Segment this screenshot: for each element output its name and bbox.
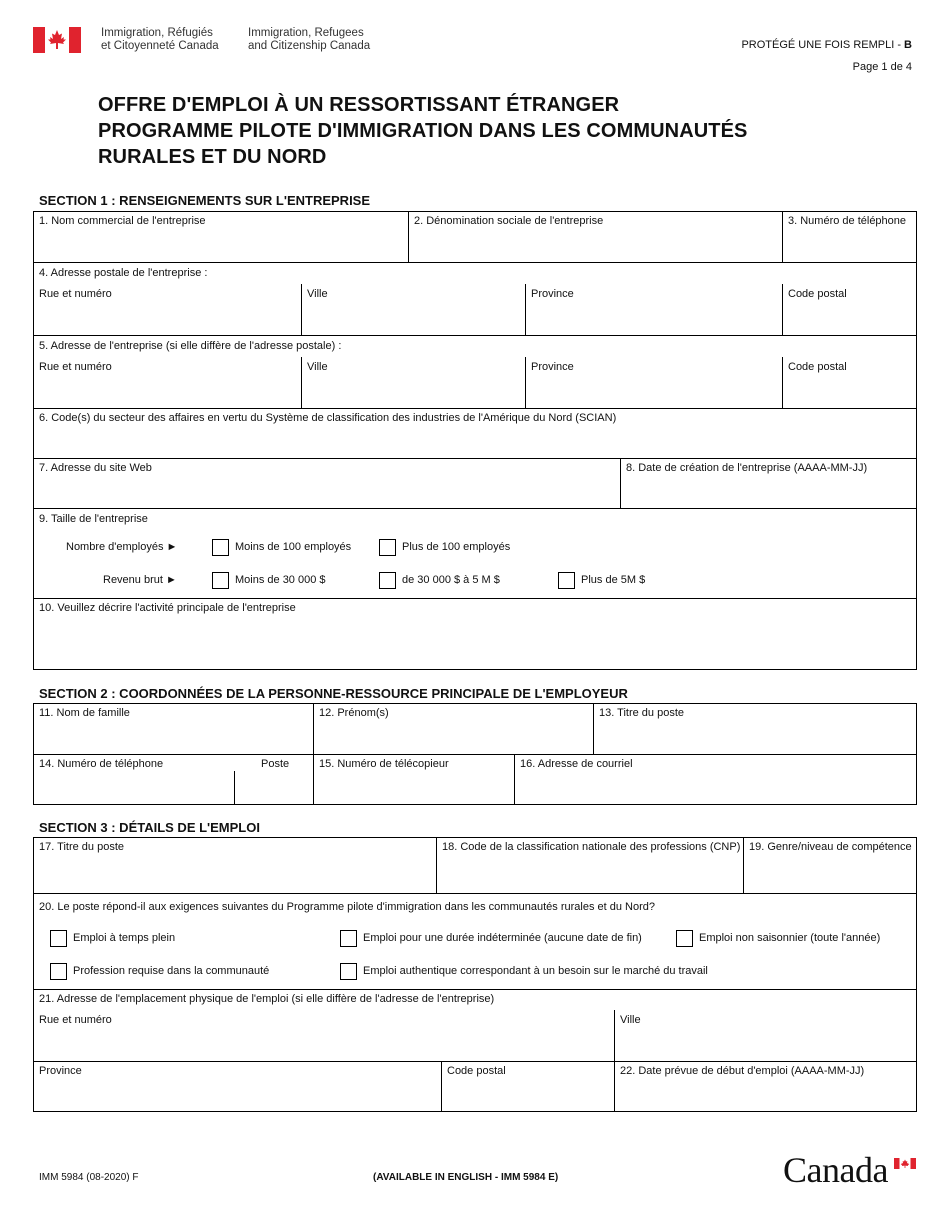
genuine-job-label: Emploi authentique correspondant à un besoin sur le marché du travail	[363, 965, 708, 977]
start-date-field[interactable]	[614, 1061, 917, 1112]
email-label: 16. Adresse de courriel	[520, 758, 633, 770]
job-postal-label: Code postal	[447, 1065, 506, 1077]
job-postal-field[interactable]	[441, 1061, 614, 1112]
business-street-label: Rue et numéro	[39, 361, 112, 373]
genuine-job-checkbox[interactable]	[340, 963, 357, 980]
mailing-postal-field[interactable]	[782, 284, 917, 335]
job-title-label: 17. Titre du poste	[39, 841, 124, 853]
legal-name-field[interactable]	[408, 211, 782, 262]
job-title-field[interactable]	[33, 837, 436, 893]
indeterminate-checkbox[interactable]	[340, 930, 357, 947]
page-number: Page 1 de 4	[852, 61, 912, 73]
page-title	[98, 92, 747, 170]
form-id: IMM 5984 (08-2020) F	[39, 1172, 139, 1183]
noc-code-label: 18. Code de la classification nationale des professions (CNP)	[442, 841, 741, 853]
legal-name-label: 2. Dénomination sociale de l'entreprise	[414, 215, 604, 227]
revenue-30k-5m-checkbox[interactable]	[379, 572, 396, 589]
protected-label: PROTÉGÉ UNE FOIS REMPLI - B	[741, 39, 912, 51]
creation-date-label: 8. Date de création de l'entreprise (AAAA-MM-JJ)	[626, 462, 868, 474]
job-street-label: Rue et numéro	[39, 1014, 112, 1026]
business-name-label: 1. Nom commercial de l'entreprise	[39, 215, 206, 227]
phone-extension-field[interactable]	[234, 754, 313, 805]
dept-name-fr-line1: Immigration, Réfugiés	[101, 27, 213, 39]
contact-job-title-label: 13. Titre du poste	[599, 707, 684, 719]
main-activity-field[interactable]	[33, 598, 917, 670]
mailing-street-field[interactable]	[33, 284, 301, 335]
employees-over-100-label: Plus de 100 employés	[402, 541, 511, 553]
title-line-3: RURALES ET DU NORD	[98, 146, 327, 168]
fax-label: 15. Numéro de télécopieur	[319, 758, 449, 770]
job-province-field[interactable]	[33, 1061, 441, 1112]
full-time-checkbox[interactable]	[50, 930, 67, 947]
naics-code-label: 6. Code(s) du secteur des affaires en vertu du Système de classification des industries de l'Amérique du Nord (SCIAN)	[39, 412, 617, 424]
section-2-title: SECTION 2 : COORDONNÉES DE LA PERSONNE-RESSOURCE PRINCIPALE DE L'EMPLOYEUR	[39, 686, 628, 701]
business-postal-field[interactable]	[782, 357, 917, 408]
non-seasonal-checkbox[interactable]	[676, 930, 693, 947]
phone-extension-label: Poste	[261, 758, 290, 770]
contact-phone-label: 14. Numéro de téléphone	[39, 758, 164, 770]
start-date-label: 22. Date prévue de début d'emploi (AAAA-MM-JJ)	[620, 1065, 865, 1077]
title-line-1: OFFRE D'EMPLOI À UN RESSORTISSANT ÉTRANGER	[98, 94, 620, 116]
business-size-label: 9. Taille de l'entreprise	[39, 513, 148, 525]
mailing-postal-label: Code postal	[788, 288, 847, 300]
noc-code-field[interactable]	[436, 837, 743, 893]
dept-name-fr-line2: et Citoyenneté Canada	[101, 40, 219, 52]
dept-name-en-line2: and Citizenship Canada	[248, 40, 371, 52]
available-in-english: (AVAILABLE IN ENGLISH - IMM 5984 E)	[373, 1172, 559, 1183]
employees-under-100-label: Moins de 100 employés	[235, 541, 352, 553]
first-name-label: 12. Prénom(s)	[319, 707, 389, 719]
mailing-province-label: Province	[531, 288, 574, 300]
business-city-field[interactable]	[301, 357, 525, 408]
job-city-field[interactable]	[614, 1010, 917, 1061]
phone-field[interactable]	[782, 211, 917, 262]
mailing-city-label: Ville	[307, 288, 328, 300]
business-city-label: Ville	[307, 361, 328, 373]
full-time-label: Emploi à temps plein	[73, 932, 176, 944]
business-province-label: Province	[531, 361, 574, 373]
last-name-field[interactable]	[33, 703, 313, 754]
canada-flag-icon	[33, 27, 81, 53]
job-street-field[interactable]	[33, 1010, 614, 1061]
revenue-over-5m-checkbox[interactable]	[558, 572, 575, 589]
website-label: 7. Adresse du site Web	[39, 462, 152, 474]
requirements-question: 20. Le poste répond-il aux exigences suivantes du Programme pilote d'immigration dans les communautés rurales et du Nord?	[39, 901, 655, 913]
business-province-field[interactable]	[525, 357, 782, 408]
naics-code-field[interactable]	[33, 408, 917, 458]
last-name-label: 11. Nom de famille	[39, 707, 130, 719]
section-3-title: SECTION 3 : DÉTAILS DE L'EMPLOI	[39, 820, 260, 835]
employees-over-100-checkbox[interactable]	[379, 539, 396, 556]
revenue-over-5m-label: Plus de 5M $	[581, 574, 646, 586]
protected-level: B	[904, 39, 912, 51]
employees-under-100-checkbox[interactable]	[212, 539, 229, 556]
non-seasonal-label: Emploi non saisonnier (toute l'année)	[699, 932, 881, 944]
job-province-label: Province	[39, 1065, 82, 1077]
business-street-field[interactable]	[33, 357, 301, 408]
revenue-30k-5m-label: de 30 000 $ à 5 M $	[402, 574, 500, 586]
business-postal-label: Code postal	[788, 361, 847, 373]
canada-wordmark: Canada	[783, 1150, 888, 1190]
creation-date-field[interactable]	[620, 458, 917, 508]
business-name-field[interactable]	[33, 211, 408, 262]
section-1-title: SECTION 1 : RENSEIGNEMENTS SUR L'ENTREPRISE	[39, 193, 371, 208]
title-line-2: PROGRAMME PILOTE D'IMMIGRATION DANS LES COMMUNAUTÉS	[98, 120, 748, 142]
mailing-address-label: 4. Adresse postale de l'entreprise :	[39, 267, 208, 279]
phone-label: 3. Numéro de téléphone	[788, 215, 907, 227]
fax-field[interactable]	[313, 754, 514, 805]
contact-phone-field[interactable]	[33, 754, 234, 805]
employees-label: Nombre d'employés ►	[66, 541, 178, 553]
revenue-label: Revenu brut ►	[103, 574, 177, 586]
indeterminate-label: Emploi pour une durée indéterminée (aucune date de fin)	[363, 932, 642, 944]
revenue-under-30k-checkbox[interactable]	[212, 572, 229, 589]
wordmark-flag-icon	[894, 1158, 916, 1169]
skill-level-label: 19. Genre/niveau de compétence	[749, 841, 912, 853]
email-field[interactable]	[514, 754, 917, 805]
job-location-label: 21. Adresse de l'emplacement physique de l'emploi (si elle diffère de l'adresse de l'entreprise)	[39, 993, 495, 1005]
website-field[interactable]	[33, 458, 620, 508]
dept-name-en-line1: Immigration, Refugees	[248, 27, 364, 39]
mailing-city-field[interactable]	[301, 284, 525, 335]
skill-level-field[interactable]	[743, 837, 917, 893]
contact-job-title-field[interactable]	[593, 703, 917, 754]
job-city-label: Ville	[620, 1014, 641, 1026]
community-occupation-checkbox[interactable]	[50, 963, 67, 980]
mailing-province-field[interactable]	[525, 284, 782, 335]
revenue-under-30k-label: Moins de 30 000 $	[235, 574, 326, 586]
main-activity-label: 10. Veuillez décrire l'activité principale de l'entreprise	[39, 602, 296, 614]
mailing-street-label: Rue et numéro	[39, 288, 112, 300]
community-occupation-label: Profession requise dans la communauté	[73, 965, 270, 977]
first-name-field[interactable]	[313, 703, 593, 754]
business-address-label: 5. Adresse de l'entreprise (si elle diffère de l'adresse postale) :	[39, 340, 342, 352]
